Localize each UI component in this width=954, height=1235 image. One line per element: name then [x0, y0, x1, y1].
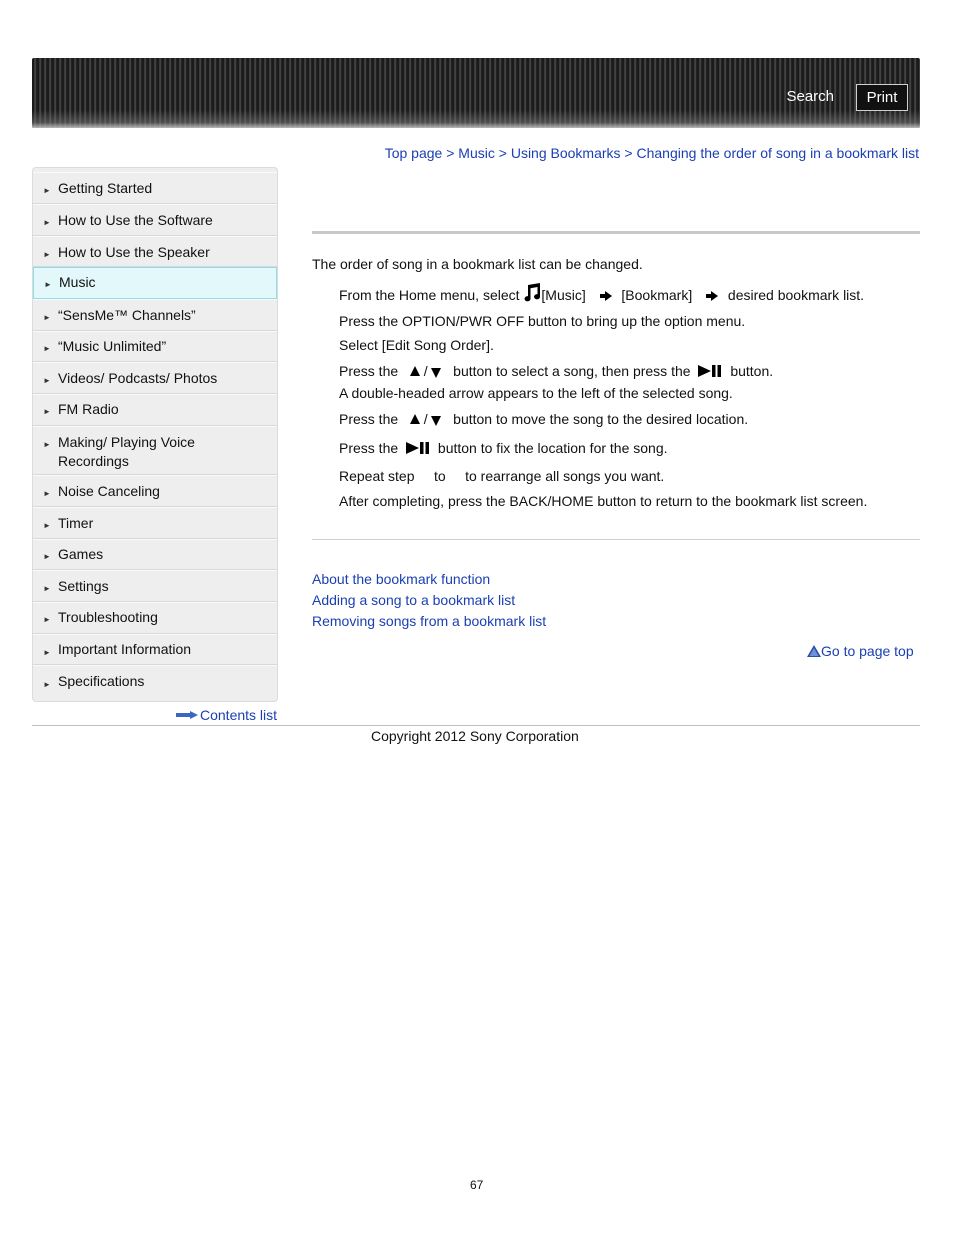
step-1-text-a: From the Home menu, select: [339, 287, 520, 303]
triangle-right-icon: ►: [43, 552, 51, 561]
sidebar-item-label: Making/ Playing Voice: [58, 434, 195, 450]
triangle-right-icon: ►: [44, 280, 52, 289]
sidebar-item-specifications[interactable]: [33, 665, 277, 699]
sidebar-item-label-line2: Recordings: [58, 453, 129, 469]
down-triangle-icon: [431, 416, 441, 426]
triangle-right-icon: ►: [43, 218, 51, 227]
sidebar-item-label: Music: [59, 274, 96, 290]
sidebar-item-how-to-use-software[interactable]: [33, 204, 277, 236]
right-arrow-icon: [706, 291, 718, 301]
sidebar-item-noise-canceling[interactable]: [33, 475, 277, 507]
contents-arrow-icon: [176, 711, 198, 719]
step-1-music: [Music]: [541, 287, 586, 303]
play-pause-icon: [698, 365, 722, 377]
sidebar-item-important-information[interactable]: [33, 634, 277, 665]
related-link-about-bookmark[interactable]: About the bookmark function: [312, 571, 491, 587]
triangle-right-icon: ►: [43, 440, 51, 449]
contents-list-link[interactable]: [176, 707, 277, 723]
step-4-text-c: button.: [730, 363, 774, 379]
step-4: [339, 363, 773, 379]
step-1-bookmark: [Bookmark]: [621, 287, 693, 303]
breadcrumb-using-bookmarks[interactable]: Using Bookmarks: [510, 145, 621, 161]
sidebar-item-label: FM Radio: [58, 401, 119, 417]
step-4-note: A double-headed arrow appears to the left of the selected song.: [339, 385, 733, 401]
sidebar-item-troubleshooting[interactable]: [33, 602, 277, 634]
step-1-desired: desired bookmark list.: [727, 287, 865, 303]
sidebar-item-label: Videos/ Podcasts/ Photos: [58, 370, 218, 386]
step-7-text-a: Repeat step: [339, 468, 415, 484]
triangle-right-icon: ►: [43, 648, 51, 657]
breadcrumb-separator: >: [446, 145, 455, 161]
breadcrumb-separator: >: [624, 145, 633, 161]
page-top-label: Go to page top: [821, 643, 914, 659]
step-5: [339, 411, 748, 427]
breadcrumb-music[interactable]: Music: [458, 145, 495, 161]
breadcrumb-current[interactable]: Changing the order of song in a bookmark list: [636, 145, 919, 161]
contents-list-label: Contents list: [200, 707, 278, 723]
related-link-removing-songs[interactable]: Removing songs from a bookmark list: [312, 613, 547, 629]
copyright-text: Copyright 2012 Sony Corporation: [371, 728, 579, 744]
sidebar-item-sensme-channels[interactable]: [33, 299, 277, 331]
intro-text: The order of song in a bookmark list can be changed.: [312, 256, 643, 272]
page-top-link[interactable]: [807, 643, 914, 659]
triangle-right-icon: ►: [43, 521, 51, 530]
sidebar-item-label: Important Information: [58, 641, 192, 657]
step-5-slash: /: [423, 411, 428, 427]
breadcrumb-top-page[interactable]: Top page: [384, 145, 443, 161]
step-4-text-a: Press the: [339, 363, 399, 379]
sidebar-item-games[interactable]: [33, 539, 277, 570]
search-link[interactable]: Search: [786, 88, 834, 105]
step-8: After completing, press the BACK/HOME button to return to the bookmark list screen.: [339, 493, 868, 509]
sidebar-item-label: Games: [58, 546, 104, 562]
sidebar-item-videos-podcasts-photos[interactable]: [33, 362, 277, 394]
breadcrumb: [385, 145, 919, 161]
sidebar-item-fm-radio[interactable]: [33, 394, 277, 426]
up-triangle-icon: [410, 414, 420, 424]
triangle-right-icon: ►: [43, 186, 51, 195]
triangle-right-icon: ►: [43, 584, 51, 593]
sidebar-item-getting-started[interactable]: [33, 172, 277, 204]
breadcrumb-separator: >: [498, 145, 507, 161]
related-link-adding-song[interactable]: Adding a song to a bookmark list: [312, 592, 516, 608]
step-5-text-a: Press the: [339, 411, 399, 427]
sidebar-item-how-to-use-speaker[interactable]: [33, 236, 277, 267]
footer-divider: [32, 725, 920, 726]
triangle-right-icon: ►: [43, 489, 51, 498]
sidebar-nav: [32, 167, 278, 702]
step-6-text-a: Press the: [339, 440, 399, 456]
triangle-right-icon: ►: [43, 615, 51, 624]
title-divider: [312, 231, 920, 234]
step-7: [339, 468, 664, 484]
sidebar-item-timer[interactable]: [33, 507, 277, 539]
step-4-text-b: button to select a song, then press the: [453, 363, 691, 379]
sidebar-item-label: How to Use the Speaker: [58, 244, 210, 260]
triangle-right-icon: ►: [43, 313, 51, 322]
print-button[interactable]: Print: [856, 84, 908, 111]
triangle-right-icon: ►: [43, 376, 51, 385]
page-number: 67: [470, 1178, 484, 1192]
step-7-text-b: to: [433, 468, 446, 484]
step-6-text-b: button to fix the location for the song.: [437, 440, 668, 456]
step-4-slash: /: [423, 363, 428, 379]
up-triangle-icon: [410, 366, 420, 376]
triangle-right-icon: ►: [43, 680, 51, 689]
page-top-icon: [807, 645, 821, 657]
related-divider: [312, 539, 920, 540]
sidebar-item-music-unlimited[interactable]: [33, 331, 277, 362]
step-7-text-c: to rearrange all songs you want.: [465, 468, 665, 484]
sidebar-item-label: “Music Unlimited”: [58, 338, 167, 354]
sidebar-item-label: Troubleshooting: [58, 609, 158, 625]
sidebar-item-label: “SensMe™ Channels”: [58, 307, 196, 323]
sidebar-item-settings[interactable]: [33, 570, 277, 602]
triangle-right-icon: ►: [43, 344, 51, 353]
step-5-text-b: button to move the song to the desired location.: [453, 411, 749, 427]
sidebar-item-music[interactable]: [33, 267, 277, 299]
sidebar-item-label: Timer: [58, 515, 94, 531]
step-6: [339, 440, 668, 456]
sidebar-item-label: How to Use the Software: [58, 212, 213, 228]
sidebar-item-label: Specifications: [58, 673, 145, 689]
play-pause-icon: [406, 442, 430, 454]
music-note-icon: [523, 283, 541, 302]
right-arrow-icon: [600, 291, 612, 301]
step-2: Press the OPTION/PWR OFF button to bring up the option menu.: [339, 313, 746, 329]
triangle-right-icon: ►: [43, 250, 51, 259]
down-triangle-icon: [431, 368, 441, 378]
header-bar: [32, 58, 920, 128]
step-1: [339, 283, 864, 303]
sidebar-item-label: Getting Started: [58, 180, 153, 196]
triangle-right-icon: ►: [43, 407, 51, 416]
sidebar-item-label: Noise Canceling: [58, 483, 160, 499]
sidebar-item-voice-recordings[interactable]: [33, 426, 277, 475]
step-3: Select [Edit Song Order].: [339, 337, 494, 353]
sidebar-item-label: Settings: [58, 578, 109, 594]
